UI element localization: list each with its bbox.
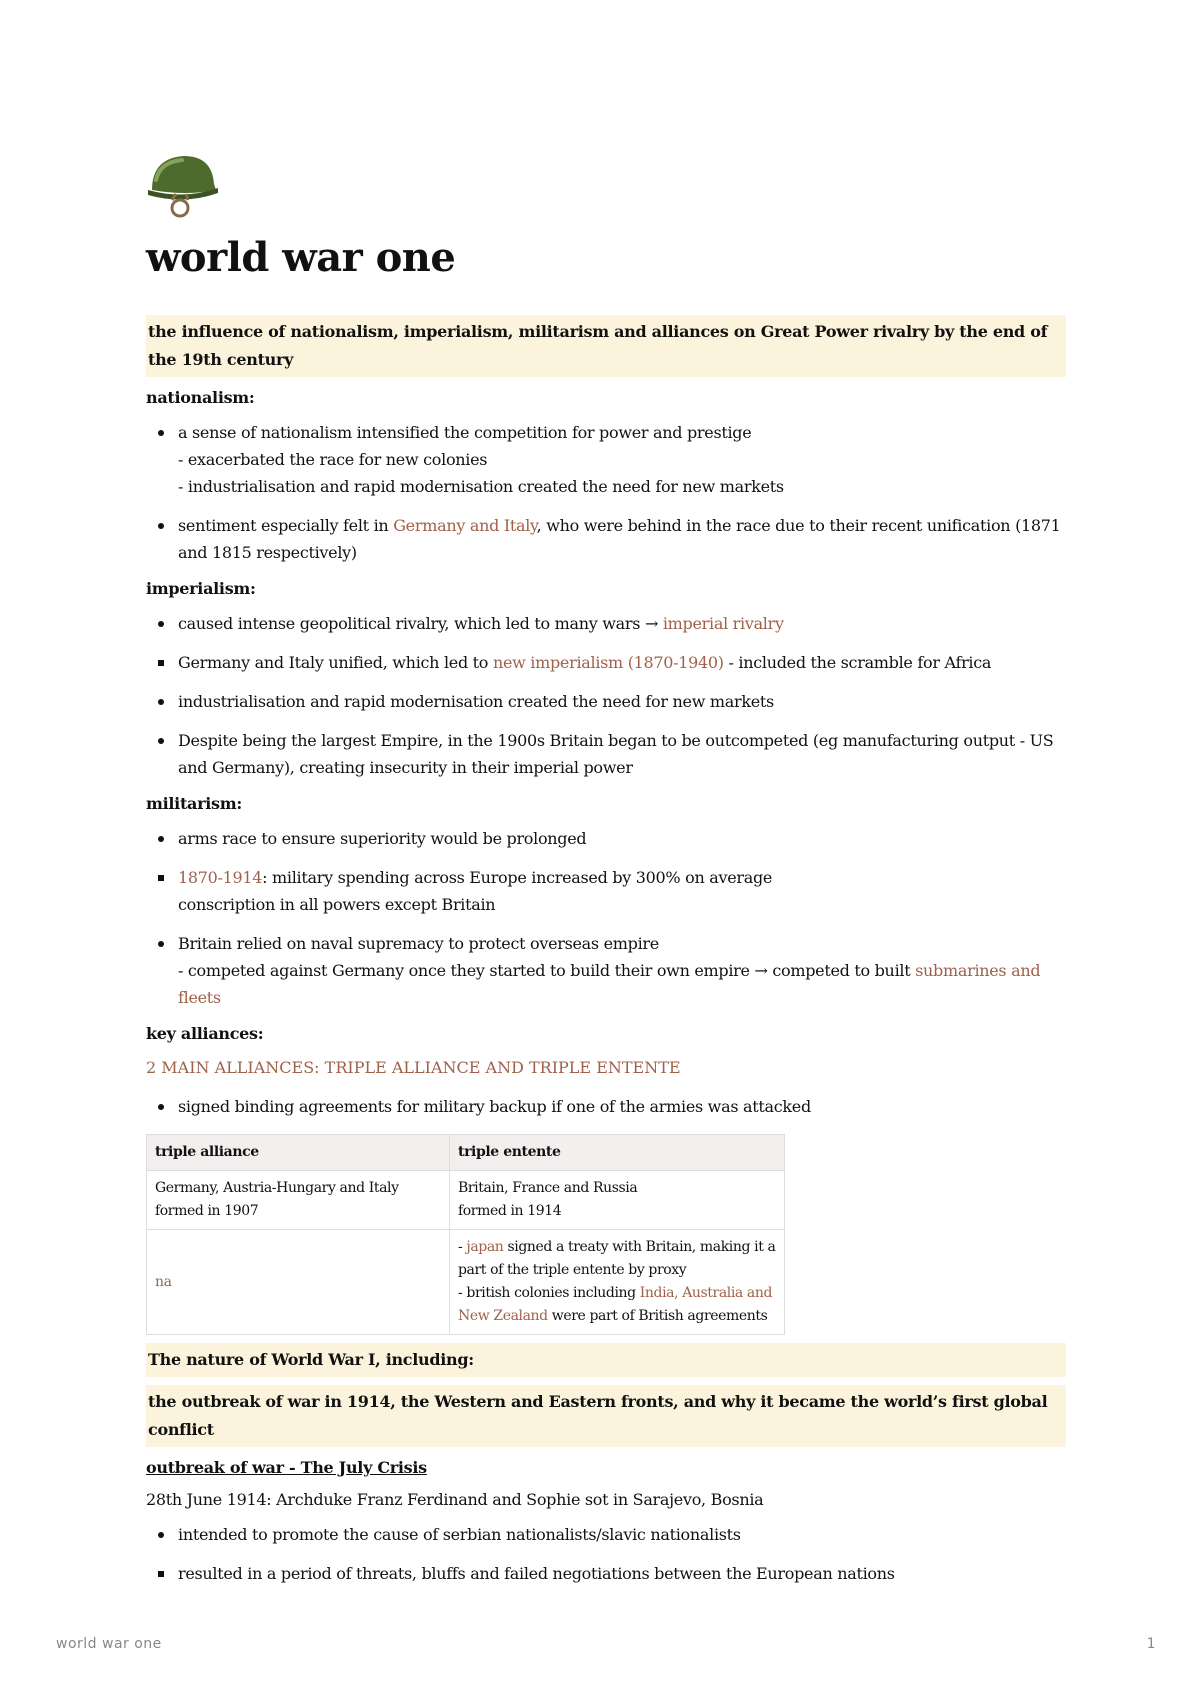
table-cell: - japan signed a treaty with Britain, making it a part of the triple entente by proxy - british colonies including India, Australia and New Zealand were part of British agreements	[450, 1230, 785, 1335]
heading-imperialism: imperialism:	[146, 579, 256, 598]
bullet-icon	[158, 430, 164, 436]
list-item: arms race to ensure superiority would be prolonged	[146, 825, 1066, 852]
list-item: Despite being the largest Empire, in the 1900s Britain began to be outcompeted (eg manufacturing output - US and Germany), creating insecurity in their imperial power	[146, 727, 1066, 781]
imperialism-list	[146, 610, 1066, 781]
table-cell: na	[147, 1230, 450, 1335]
bullet-icon	[158, 660, 164, 666]
alliances-list	[146, 1093, 1066, 1120]
paragraph: 28th June 1914: Archduke Franz Ferdinand and Sophie sot in Sarajevo, Bosnia	[146, 1490, 764, 1509]
bullet-icon	[158, 1104, 164, 1110]
bullet-icon	[158, 699, 164, 705]
highlight-text: imperial rivalry	[662, 614, 784, 633]
list-item: signed binding agreements for military backup if one of the armies was attacked	[146, 1093, 1066, 1120]
table-row	[147, 1230, 785, 1335]
list-item: industrialisation and rapid modernisation created the need for new markets	[146, 688, 1066, 715]
table-cell: Britain, France and Russia formed in 1914	[450, 1171, 785, 1230]
alliances-table	[146, 1134, 785, 1335]
heading-alliances: key alliances:	[146, 1024, 264, 1043]
table-header: triple entente	[450, 1135, 785, 1171]
list-item: a sense of nationalism intensified the competition for power and prestige - exacerbated the race for new colonies - industrialisation and rapid modernisation created the need for new markets	[146, 419, 1066, 500]
document-page	[146, 150, 1066, 1599]
page-title: world war one	[146, 234, 456, 281]
alliances-callout: 2 MAIN ALLIANCES: TRIPLE ALLIANCE AND TRIPLE ENTENTE	[146, 1058, 681, 1077]
list-item: intended to promote the cause of serbian nationalists/slavic nationalists	[146, 1521, 1066, 1548]
highlight-text: submarines and fleets	[178, 961, 1041, 1007]
list-item: sentiment especially felt in Germany and Italy, who were behind in the race due to their recent unification (1871 and 1815 respectively)	[146, 512, 1066, 566]
bullet-icon	[158, 621, 164, 627]
page-number: 1	[1146, 1636, 1156, 1652]
subheading-july-crisis: outbreak of war - The July Crisis	[146, 1458, 427, 1477]
section-banner: The nature of World War I, including:	[146, 1343, 1066, 1377]
list-item: 1870-1914: military spending across Europe increased by 300% on average conscription in all powers except Britain	[146, 864, 1066, 918]
bullet-icon	[158, 875, 164, 881]
list-item: resulted in a period of threats, bluffs and failed negotiations between the European nations	[146, 1560, 1066, 1587]
bullet-icon	[158, 523, 164, 529]
list-item: caused intense geopolitical rivalry, which led to many wars → imperial rivalry	[146, 610, 1066, 637]
heading-nationalism: nationalism:	[146, 388, 255, 407]
militarism-list	[146, 825, 1066, 1011]
table-row	[147, 1171, 785, 1230]
list-item: Germany and Italy unified, which led to new imperialism (1870-1940) - included the scramble for Africa	[146, 649, 1066, 676]
list-item: Britain relied on naval supremacy to protect overseas empire - competed against Germany once they started to build their own empire → competed to built submarines and fleets	[146, 930, 1066, 1011]
military-helmet-icon	[146, 150, 220, 220]
section-banner: the outbreak of war in 1914, the Western and Eastern fronts, and why it became the world’s first global conflict	[146, 1385, 1066, 1447]
bullet-icon	[158, 941, 164, 947]
highlight-text: Germany and Italy	[393, 516, 537, 535]
highlight-text: 1870-1914	[178, 868, 263, 887]
table-cell: Germany, Austria-Hungary and Italy formed in 1907	[147, 1171, 450, 1230]
heading-militarism: militarism:	[146, 794, 242, 813]
nationalism-list	[146, 419, 1066, 566]
highlight-text: new imperialism (1870-1940)	[492, 653, 724, 672]
table-header-row	[147, 1135, 785, 1171]
bullet-icon	[158, 836, 164, 842]
bullet-icon	[158, 738, 164, 744]
section-banner: the influence of nationalism, imperialism, militarism and alliances on Great Power rivalry by the end of the 19th century	[146, 315, 1066, 377]
footer-title: world war one	[56, 1636, 162, 1652]
july-crisis-list	[146, 1521, 1066, 1587]
bullet-icon	[158, 1571, 164, 1577]
table-header: triple alliance	[147, 1135, 450, 1171]
bullet-icon	[158, 1532, 164, 1538]
